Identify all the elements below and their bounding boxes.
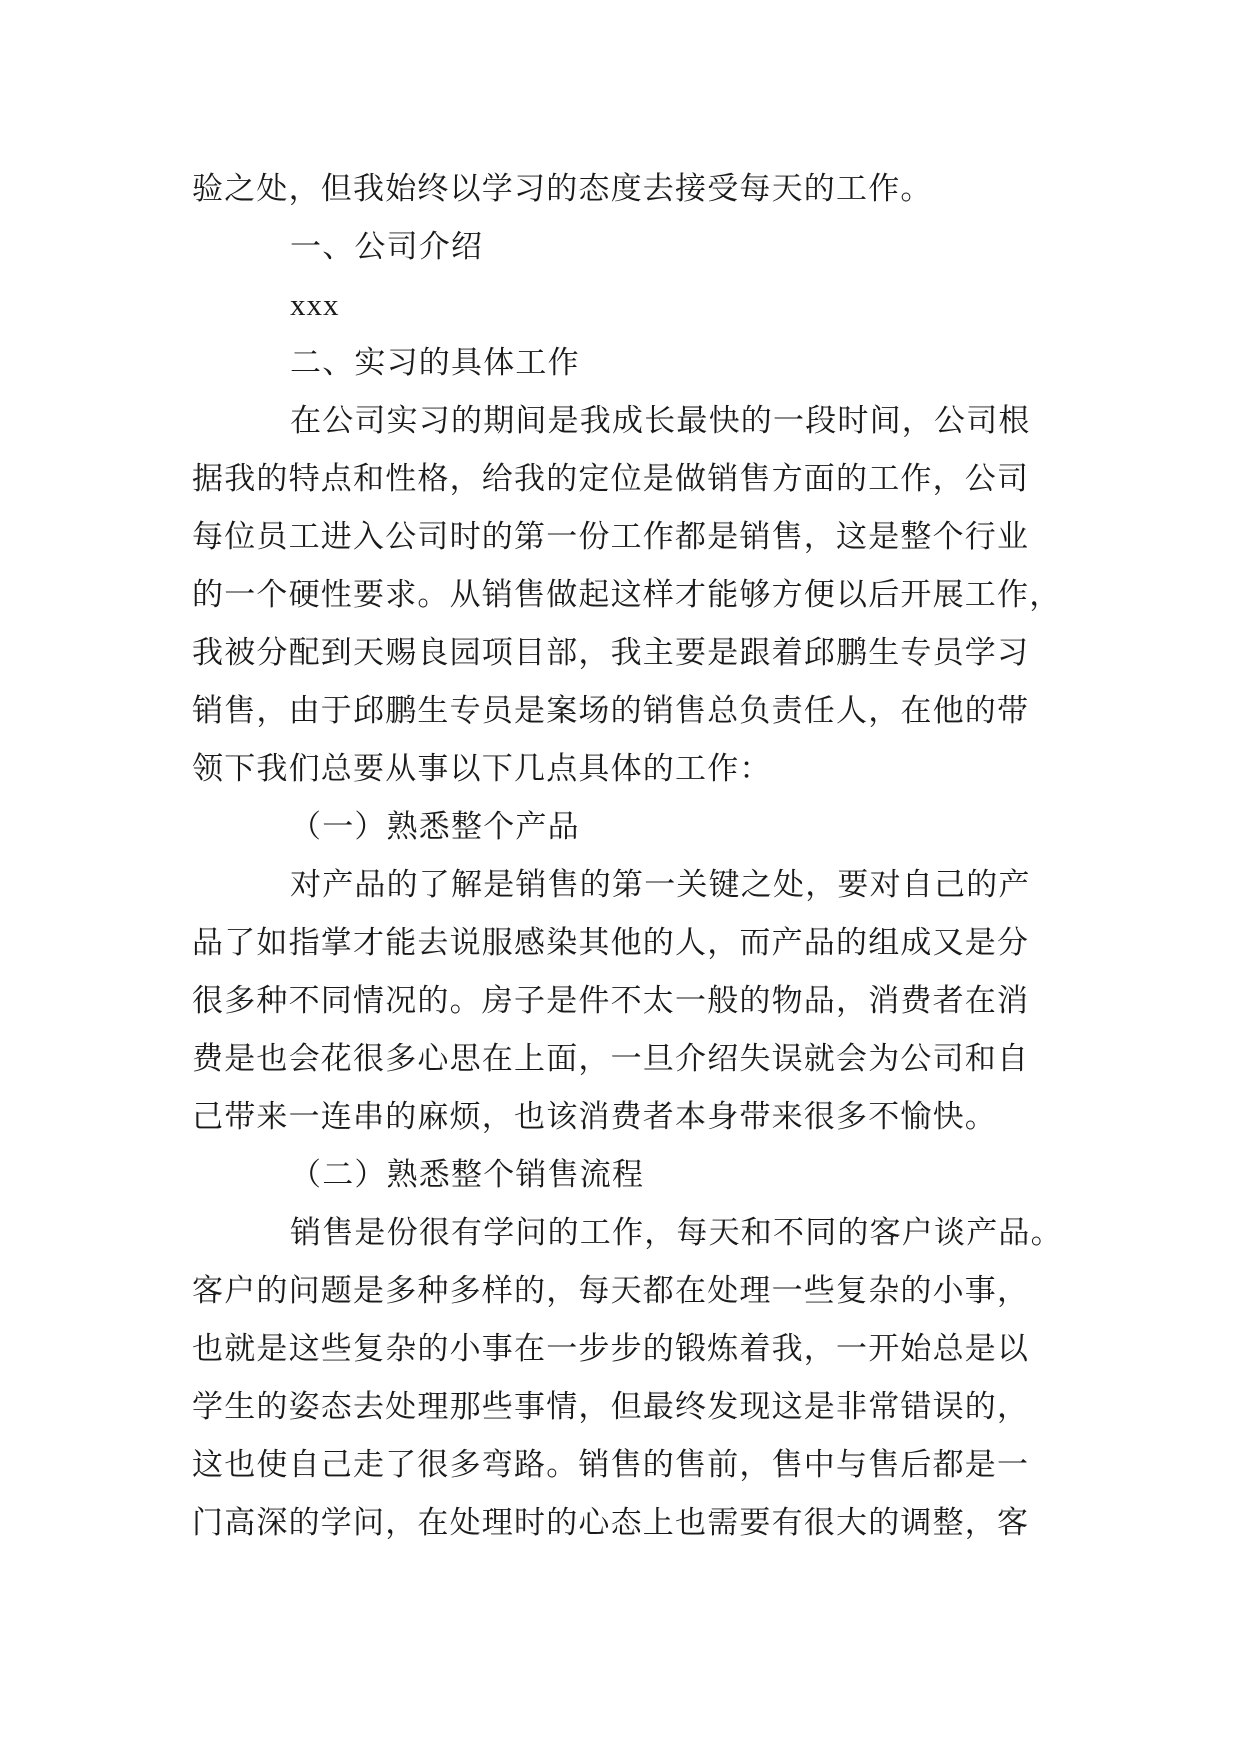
subsection-heading-product: （一）熟悉整个产品: [290, 809, 580, 845]
paragraph-line: 领下我们总要从事以下几点具体的工作：: [192, 751, 772, 787]
paragraph-line: 这也使自己走了很多弯路。销售的售前，售中与售后都是一: [192, 1447, 1030, 1483]
paragraph-line: 门高深的学问，在处理时的心态上也需要有很大的调整，客: [192, 1505, 1030, 1541]
paragraph-line: 费是也会花很多心思在上面，一旦介绍失误就会为公司和自: [192, 1041, 1030, 1077]
paragraph-line: 据我的特点和性格，给我的定位是做销售方面的工作，公司: [192, 461, 1030, 497]
subsection-heading-sales-process: （二）熟悉整个销售流程: [290, 1157, 645, 1193]
paragraph-line: 我被分配到天赐良园项目部，我主要是跟着邱鹏生专员学习: [192, 635, 1030, 671]
paragraph-line: 客户的问题是多种多样的，每天都在处理一些复杂的小事，: [192, 1273, 1030, 1309]
section-heading-company-intro: 一、公司介绍: [290, 229, 484, 265]
paragraph-line: 每位员工进入公司时的第一份工作都是销售，这是整个行业: [192, 519, 1030, 555]
paragraph-line: 对产品的了解是销售的第一关键之处，要对自己的产: [290, 867, 1031, 903]
paragraph-line: 验之处，但我始终以学习的态度去接受每天的工作。: [192, 171, 933, 207]
paragraph-line: 己带来一连串的麻烦，也该消费者本身带来很多不愉快。: [192, 1099, 997, 1135]
placeholder-text: xxx: [290, 287, 340, 322]
section-heading-internship-work: 二、实习的具体工作: [290, 345, 580, 381]
paragraph-line: 也就是这些复杂的小事在一步步的锻炼着我，一开始总是以: [192, 1331, 1030, 1367]
paragraph-line: 销售是份很有学问的工作，每天和不同的客户谈产品。: [290, 1215, 1063, 1251]
paragraph-line: 的一个硬性要求。从销售做起这样才能够方便以后开展工作，: [192, 577, 1062, 613]
paragraph-line: 学生的姿态去处理那些事情，但最终发现这是非常错误的，: [192, 1389, 1030, 1425]
paragraph-line: 品了如指掌才能去说服感染其他的人，而产品的组成又是分: [192, 925, 1030, 961]
paragraph-line: 很多种不同情况的。房子是件不太一般的物品，消费者在消: [192, 983, 1030, 1019]
document-body: [192, 160, 1072, 1552]
paragraph-line: 销售，由于邱鹏生专员是案场的销售总负责任人，在他的带: [192, 693, 1030, 729]
paragraph-line: 在公司实习的期间是我成长最快的一段时间，公司根: [290, 403, 1031, 439]
